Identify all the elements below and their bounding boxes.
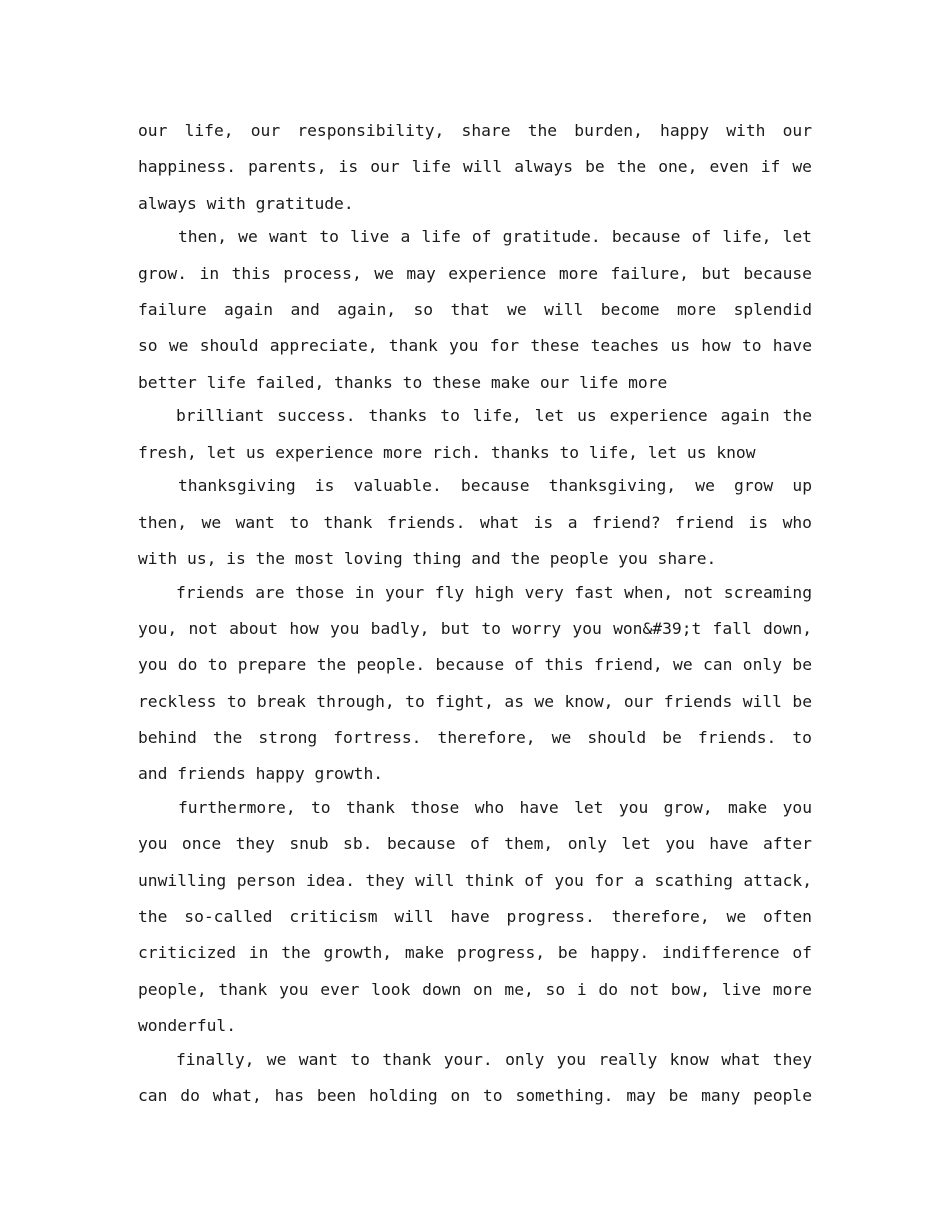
text-line: you once they snub sb. because of them, only let you have after <box>138 834 812 854</box>
text-line: the so-called criticism will have progress. therefore, we often <box>138 907 812 927</box>
text-line: unwilling person idea. they will think of you for a scathing attack, <box>138 870 812 890</box>
text-line: you do to prepare the people. because of this friend, we can only be <box>138 655 812 675</box>
text-line: can do what, has been holding on to something. may be many people <box>138 1086 812 1106</box>
text-line: thanksgiving is valuable. because thanksgiving, we grow up <box>178 476 812 496</box>
text-line: so we should appreciate, thank you for these teaches us how to have <box>138 336 812 356</box>
text-line: always with gratitude. <box>138 193 354 213</box>
text-line: our life, our responsibility, share the burden, happy with our <box>138 121 812 140</box>
text-line: fresh, let us experience more rich. thanks to life, let us know <box>138 442 756 462</box>
text-line: wonderful. <box>138 1015 237 1035</box>
text-line: happiness. parents, is our life will always be the one, even if we <box>138 157 812 177</box>
text-line: you, not about how you badly, but to worry you won&#39;t fall down, <box>138 619 812 639</box>
text-line: people, thank you ever look down on me, so i do not bow, live more <box>138 979 812 999</box>
text-line: finally, we want to thank your. only you really know what they <box>176 1049 812 1069</box>
text-line: then, we want to thank friends. what is a friend? friend is who <box>138 512 812 532</box>
text-line: grow. in this process, we may experience more failure, but because <box>138 263 812 283</box>
text-line: furthermore, to thank those who have let you grow, make you <box>178 798 812 818</box>
text-line: criticized in the growth, make progress, be happy. indifference of <box>138 943 812 963</box>
text-line: then, we want to live a life of gratitude. because of life, let <box>178 227 812 247</box>
text-line: friends are those in your fly high very fast when, not screaming <box>176 582 812 602</box>
document-body <box>138 113 812 1114</box>
text-line: and friends happy growth. <box>138 764 384 784</box>
text-line: reckless to break through, to fight, as we know, our friends will be <box>138 691 812 711</box>
text-line: brilliant success. thanks to life, let us experience again the <box>176 406 812 426</box>
text-line: failure again and again, so that we will become more splendid <box>138 299 812 319</box>
text-line: better life failed, thanks to these make our life more <box>138 372 668 392</box>
text-line: with us, is the most loving thing and the people you share. <box>138 549 717 569</box>
text-line: behind the strong fortress. therefore, we should be friends. to <box>138 728 812 748</box>
